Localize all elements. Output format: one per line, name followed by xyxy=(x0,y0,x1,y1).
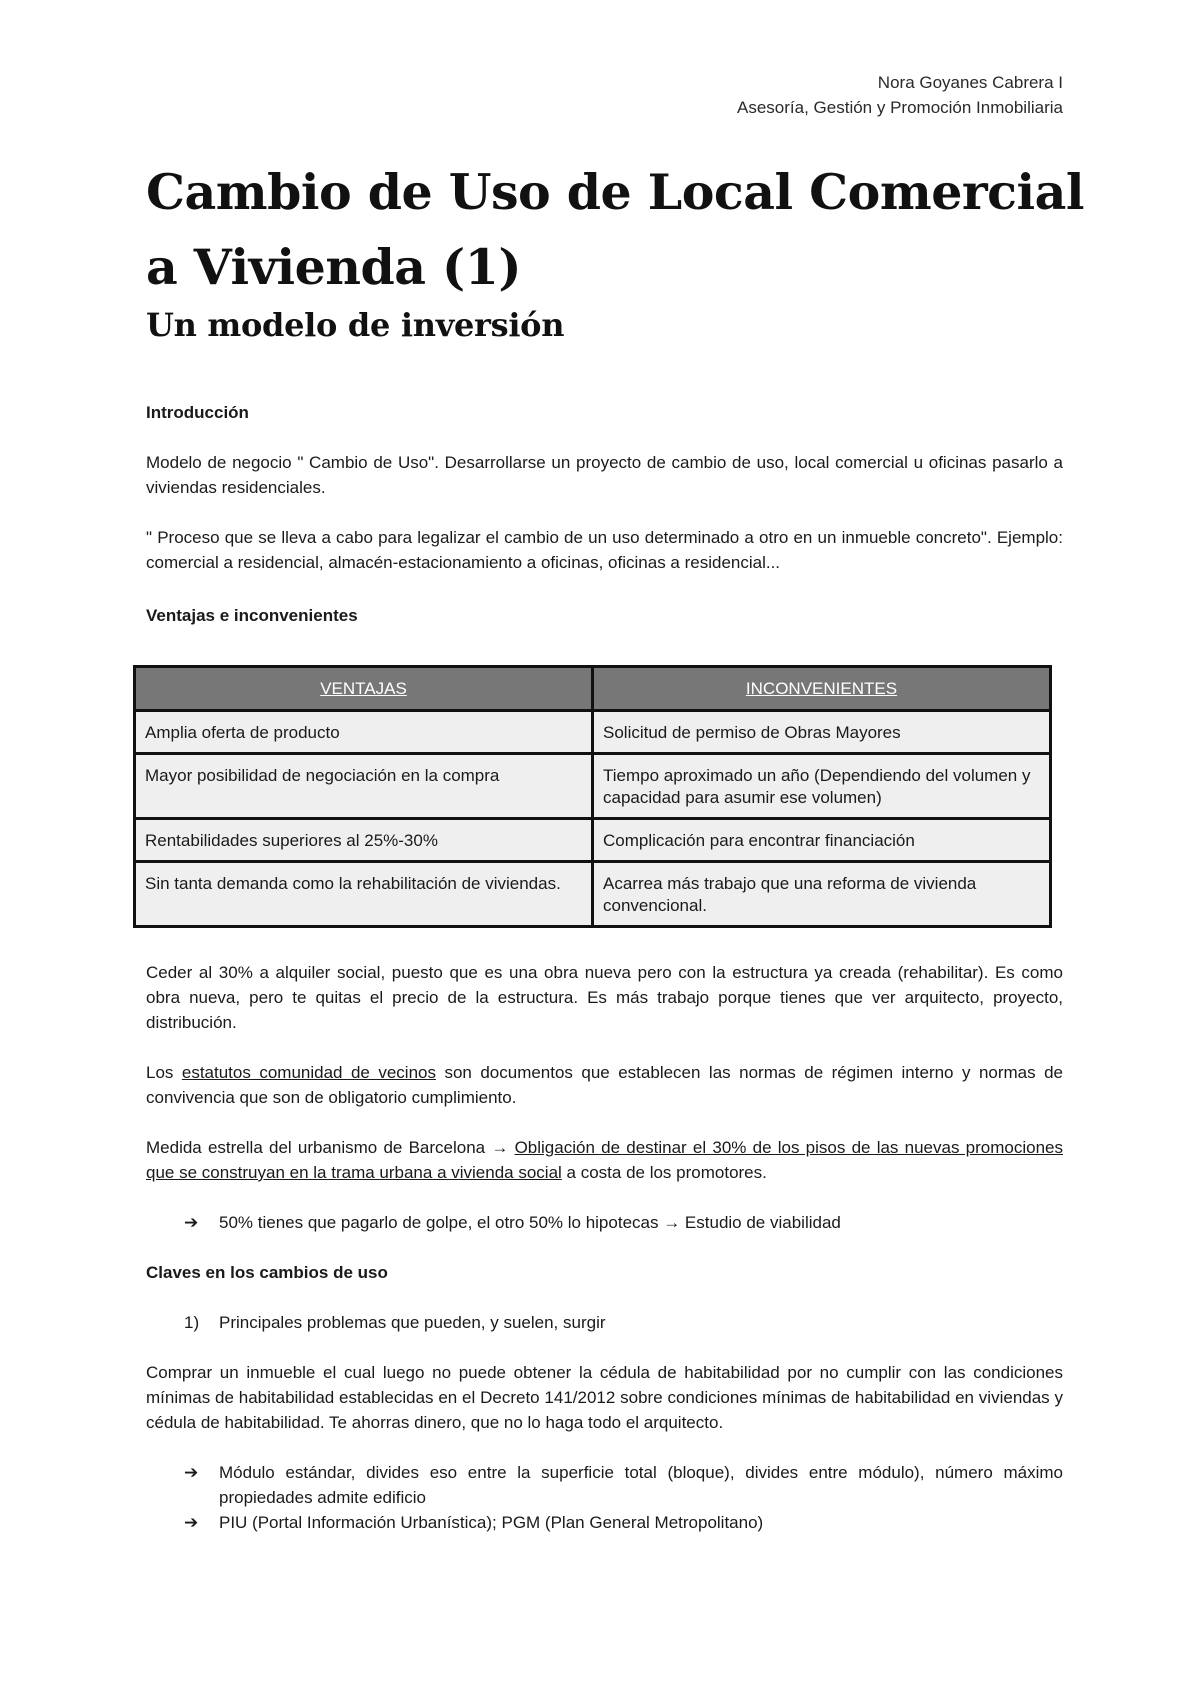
estatutos-pre: Los xyxy=(146,1063,182,1082)
comprar-paragraph: Comprar un inmueble el cual luego no puede obtener la cédula de habitabilidad por no cumplir con las condiciones mínimas de habitabilidad establecidas en el Decreto 141/2012 sobre condiciones mínimas de habitabilidad en viviendas y cédula de habitabilidad. Te ahorras dinero, que no lo haga todo el arquitecto. xyxy=(146,1363,1063,1432)
con-cell: Solicitud de permiso de Obras Mayores xyxy=(593,711,1051,754)
ceder-paragraph: Ceder al 30% a alquiler social, puesto que es una obra nueva pero con la estructura ya creada (rehabilitar). Es como obra nueva, pero te quitas el precio de la estructura. Es más trabajo porque tienes que ver arquitecto, proyecto, distribución. xyxy=(146,963,1063,1032)
list-item xyxy=(146,1460,1063,1510)
intro-heading: Introducción xyxy=(146,403,249,422)
bullet-modulo-text: Módulo estándar, divides eso entre la superficie total (bloque), divides entre módulo), número máximo propiedades admite edificio xyxy=(219,1463,1063,1507)
claves-heading: Claves en los cambios de uso xyxy=(146,1263,388,1282)
arrow-bullet-icon: ➔ xyxy=(184,1513,199,1532)
table-row xyxy=(135,711,1051,754)
bullet-pago-text: 50% tienes que pagarlo de golpe, el otro 50% lo hipotecas → Estudio de viabilidad xyxy=(219,1213,841,1232)
document-subtitle: Un modelo de inversión xyxy=(146,306,565,344)
claves-item-1: Principales problemas que pueden, y suelen, surgir xyxy=(219,1313,606,1332)
medida-post: a costa de los promotores. xyxy=(561,1163,767,1182)
cons-column-header: INCONVENIENTES xyxy=(593,667,1051,711)
title-line-2: a Vivienda (1) xyxy=(146,238,521,296)
author-name: Nora Goyanes Cabrera I xyxy=(877,73,1063,92)
intro-paragraph-2: " Proceso que se lleva a cabo para legalizar el cambio de un uso determinado a otro en un inmueble concreto". Ejemplo: comercial a residencial, almacén-estacionamiento a oficinas, oficinas a residencial... xyxy=(146,528,1063,572)
document-title xyxy=(146,155,1086,305)
table-row xyxy=(135,862,1051,927)
pros-cons-heading: Ventajas e inconvenientes xyxy=(146,606,358,625)
pro-cell: Sin tanta demanda como la rehabilitación de viviendas. xyxy=(135,862,593,927)
list-item xyxy=(146,1510,1063,1535)
estatutos-link[interactable]: estatutos comunidad de vecinos xyxy=(181,1063,436,1082)
pros-cons-table xyxy=(133,665,1052,928)
bullet-piu-text: PIU (Portal Información Urbanística); PGM (Plan General Metropolitano) xyxy=(219,1513,764,1532)
table-row xyxy=(135,819,1051,862)
table-row xyxy=(135,754,1051,819)
list-item xyxy=(146,1210,1063,1235)
con-cell: Complicación para encontrar financiación xyxy=(593,819,1051,862)
medida-paragraph xyxy=(146,1135,1063,1185)
pro-cell: Amplia oferta de producto xyxy=(135,711,593,754)
pro-cell: Rentabilidades superiores al 25%-30% xyxy=(135,819,593,862)
intro-paragraph-1: Modelo de negocio " Cambio de Uso". Desarrollarse un proyecto de cambio de uso, local comercial u oficinas pasarlo a viviendas residenciales. xyxy=(146,453,1063,497)
pro-cell: Mayor posibilidad de negociación en la compra xyxy=(135,754,593,819)
table-header-row xyxy=(135,667,1051,711)
con-cell: Acarrea más trabajo que una reforma de vivienda convencional. xyxy=(593,862,1051,927)
medida-link[interactable]: Obligación de destinar el 30% de los pisos de las nuevas promociones que se construyan en la trama urbana a vivienda social xyxy=(146,1138,1064,1182)
pros-column-header: VENTAJAS xyxy=(135,667,593,711)
arrow-bullet-icon: ➔ xyxy=(184,1213,199,1232)
list-number: 1) xyxy=(184,1313,200,1332)
arrow-bullet-icon: ➔ xyxy=(184,1463,199,1482)
estatutos-post: son documentos que establecen las normas de régimen interno y normas de convivencia que son de obligatorio cumplimiento. xyxy=(146,1063,1063,1107)
list-item xyxy=(146,1310,1063,1335)
medida-pre: Medida estrella del urbanismo de Barcelona → xyxy=(146,1138,515,1157)
document-header xyxy=(146,70,1063,120)
title-line-1: Cambio de Uso de Local Comercial xyxy=(146,163,1084,221)
con-cell: Tiempo aproximado un año (Dependiendo del volumen y capacidad para asumir ese volumen) xyxy=(593,754,1051,819)
company-name: Asesoría, Gestión y Promoción Inmobiliaria xyxy=(737,98,1063,117)
estatutos-paragraph xyxy=(146,1060,1063,1110)
